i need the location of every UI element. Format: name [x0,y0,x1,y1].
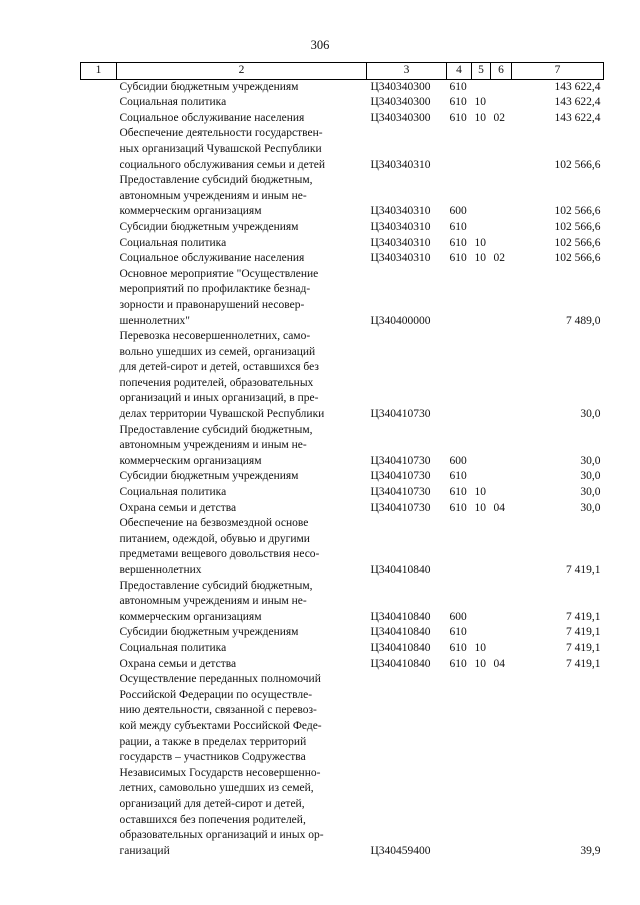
row-col-5 [472,672,491,859]
row-index-cell [81,251,117,267]
row-col-6 [491,126,512,173]
row-code: Ц340410730 [370,408,431,421]
row-index-cell [81,95,117,111]
row-col-6 [491,329,512,423]
row-name: Предоставление субсидий бюджетным, автономным учреждениям и иным не- коммерческим организациям [119,579,313,623]
row-col-5 [472,126,491,173]
header-col-5: 5 [472,63,491,80]
row-index-cell [81,657,117,673]
row-name: Перевозка несовершеннолетних, само- вольно ушедших из семей, организаций для детей-сирот и детей, оставшихся без попечения родителей, образовательных организаций и иных организаций, в пре- делах территории Чувашской Республики [119,330,325,421]
row-name: Социальная политика [119,236,227,249]
row-name: Субсидии бюджетным учреждениям [119,80,299,93]
row-col-5 [472,423,491,470]
page-number: 306 [310,38,330,52]
row-sum: 102 566,6 [554,220,601,233]
row-col-4: 610 [449,657,467,670]
row-col-5: 10 [474,111,486,124]
row-name: Охрана семьи и детства [119,501,237,514]
row-col-6 [491,641,512,657]
row-col-4 [447,516,472,578]
row-index-cell [81,111,117,127]
row-code: Ц340410840 [370,657,431,670]
row-code: Ц340410840 [370,626,431,639]
row-name: Субсидии бюджетным учреждениям [119,470,299,483]
row-code: Ц340459400 [370,844,431,857]
row-name: Предоставление субсидий бюджетным, автономным учреждениям и иным не- коммерческим организациям [119,423,313,467]
row-index-cell [81,267,117,329]
row-sum: 7 419,1 [566,610,601,623]
row-col-4: 610 [449,111,467,124]
row-sum: 7 419,1 [566,564,601,576]
header-col-6: 6 [491,63,512,80]
row-col-6 [491,579,512,626]
table-row [81,516,604,578]
header-col-3: 3 [367,63,447,80]
table-row [81,672,604,859]
row-code: Ц340340300 [370,96,431,109]
row-col-5 [472,329,491,423]
table-row [81,329,604,423]
row-col-6: 02 [493,111,505,124]
row-sum: 7 419,1 [566,657,601,670]
row-name: Субсидии бюджетным учреждениям [119,220,299,233]
row-code: Ц340340300 [370,111,431,124]
table-row [81,79,604,95]
row-col-6 [491,95,512,111]
row-index-cell [81,516,117,578]
row-index-cell [81,126,117,173]
row-sum: 7 419,1 [566,626,601,639]
row-col-5 [472,267,491,329]
row-col-5 [472,469,491,485]
row-name: Субсидии бюджетным учреждениям [119,626,299,639]
row-index-cell [81,236,117,252]
row-name: Основное мероприятие "Осуществление мероприятий по профилактике безнад- зорности и правонарушений несовер- шеннолетних" [119,267,319,327]
row-sum: 30,0 [580,470,601,483]
row-col-5: 10 [474,252,486,265]
row-col-5: 10 [474,501,486,514]
row-sum: 143 622,4 [554,111,601,124]
row-index-cell [81,79,117,95]
row-index-cell [81,423,117,470]
row-col-5: 10 [474,236,486,249]
row-index-cell [81,625,117,641]
row-col-5 [472,173,491,220]
row-sum: 143 622,4 [554,80,601,93]
row-index-cell [81,173,117,220]
header-row [81,63,604,80]
row-name: Осуществление переданных полномочий Российской Федерации по осуществле- нию деятельности, связанной с перевоз- кой между субъектами Российской Феде- рации, а также в пределах территорий государств – участников Содружества Независимых Государств несовершенно- летних, самовольно ушедших из семей, организаций для детей-сирот и детей, оставшихся без попечения родителей, образовательных организаций и иных ор- ганизаций [119,673,324,857]
table-row [81,251,604,267]
row-sum: 30,0 [580,454,601,467]
table-row [81,267,604,329]
row-name: Обеспечение на безвозмездной основе питанием, одеждой, обувью и другими предметами вещевого довольствия несо- вершеннолетних [119,517,320,576]
row-index-cell [81,485,117,501]
table-row [81,95,604,111]
row-sum: 39,9 [580,844,601,857]
row-index-cell [81,579,117,626]
row-sum: 30,0 [580,501,601,514]
row-col-5 [472,220,491,236]
row-sum: 102 566,6 [554,236,601,249]
row-code: Ц340340310 [370,252,431,265]
row-code: Ц340410730 [370,454,431,467]
header-col-4: 4 [447,63,472,80]
row-col-6 [491,469,512,485]
table-row [81,111,604,127]
row-col-4: 610 [449,236,467,249]
table-row [81,501,604,517]
row-col-4: 610 [449,626,467,639]
header-col-7: 7 [512,63,604,80]
table-row [81,236,604,252]
row-col-6 [491,625,512,641]
row-col-6 [491,423,512,470]
row-col-4: 610 [449,486,467,499]
row-code: Ц340410840 [370,641,431,654]
row-col-6 [491,485,512,501]
row-col-5 [472,79,491,95]
row-sum: 7 419,1 [566,641,601,654]
row-col-5: 10 [474,486,486,499]
row-col-4: 600 [449,454,467,467]
row-name: Социальная политика [119,486,227,499]
row-col-4 [447,126,472,173]
row-col-5 [472,516,491,578]
row-col-4 [447,672,472,859]
row-col-6 [491,220,512,236]
row-col-6 [491,236,512,252]
row-col-6 [491,267,512,329]
row-col-4: 610 [449,80,467,93]
table-row [81,423,604,470]
table-row [81,485,604,501]
row-code: Ц340340310 [370,220,431,233]
row-col-4: 610 [449,252,467,265]
row-sum: 102 566,6 [554,205,601,218]
row-col-6: 02 [493,252,505,265]
row-col-4: 610 [449,501,467,514]
row-col-4: 610 [449,96,467,109]
row-col-6 [491,79,512,95]
row-index-cell [81,329,117,423]
row-col-4: 610 [449,641,467,654]
row-sum: 102 566,6 [554,252,601,265]
row-name: Обеспечение деятельности государствен- ных организаций Чувашской Республики социального обслуживания семьи и детей [119,127,325,171]
row-sum: 7 489,0 [566,314,601,327]
header-col-2: 2 [117,63,367,80]
row-code: Ц340410840 [370,564,431,576]
row-col-6 [491,516,512,578]
row-col-6: 04 [493,657,505,670]
row-sum: 102 566,6 [554,158,601,171]
row-code: Ц340340310 [370,236,431,249]
row-sum: 143 622,4 [554,96,601,109]
row-name: Охрана семьи и детства [119,657,237,670]
table-row [81,173,604,220]
table-row [81,579,604,626]
row-col-4 [447,267,472,329]
row-name: Социальная политика [119,96,227,109]
row-code: Ц340400000 [370,314,431,327]
row-col-4: 610 [449,470,467,483]
table-row [81,469,604,485]
row-code: Ц340340310 [370,158,431,171]
row-sum: 30,0 [580,486,601,499]
header-col-1: 1 [81,63,117,80]
row-code: Ц340410730 [370,501,431,514]
row-code: Ц340410840 [370,610,431,623]
table-row [81,657,604,673]
row-col-4: 600 [449,205,467,218]
row-col-4: 600 [449,610,467,623]
row-index-cell [81,641,117,657]
row-index-cell [81,220,117,236]
table-row [81,641,604,657]
row-col-6 [491,173,512,220]
row-col-5: 10 [474,657,486,670]
row-index-cell [81,672,117,859]
row-name: Социальное обслуживание населения [119,252,305,265]
row-sum: 30,0 [580,408,601,421]
row-code: Ц340340300 [370,80,431,93]
row-index-cell [81,469,117,485]
budget-table [80,62,604,859]
row-index-cell [81,501,117,517]
row-name: Социальное обслуживание населения [119,111,305,124]
table-row [81,220,604,236]
row-code: Ц340410730 [370,486,431,499]
row-col-5 [472,579,491,626]
row-name: Социальная политика [119,641,227,654]
table-row [81,625,604,641]
row-col-4 [447,329,472,423]
row-col-4: 610 [449,220,467,233]
row-code: Ц340340310 [370,205,431,218]
row-col-6: 04 [493,501,505,514]
table-row [81,126,604,173]
row-code: Ц340410730 [370,470,431,483]
row-col-5: 10 [474,641,486,654]
row-name: Предоставление субсидий бюджетным, автономным учреждениям и иным не- коммерческим организациям [119,174,313,218]
row-col-5: 10 [474,96,486,109]
row-col-6 [491,672,512,859]
row-col-5 [472,625,491,641]
